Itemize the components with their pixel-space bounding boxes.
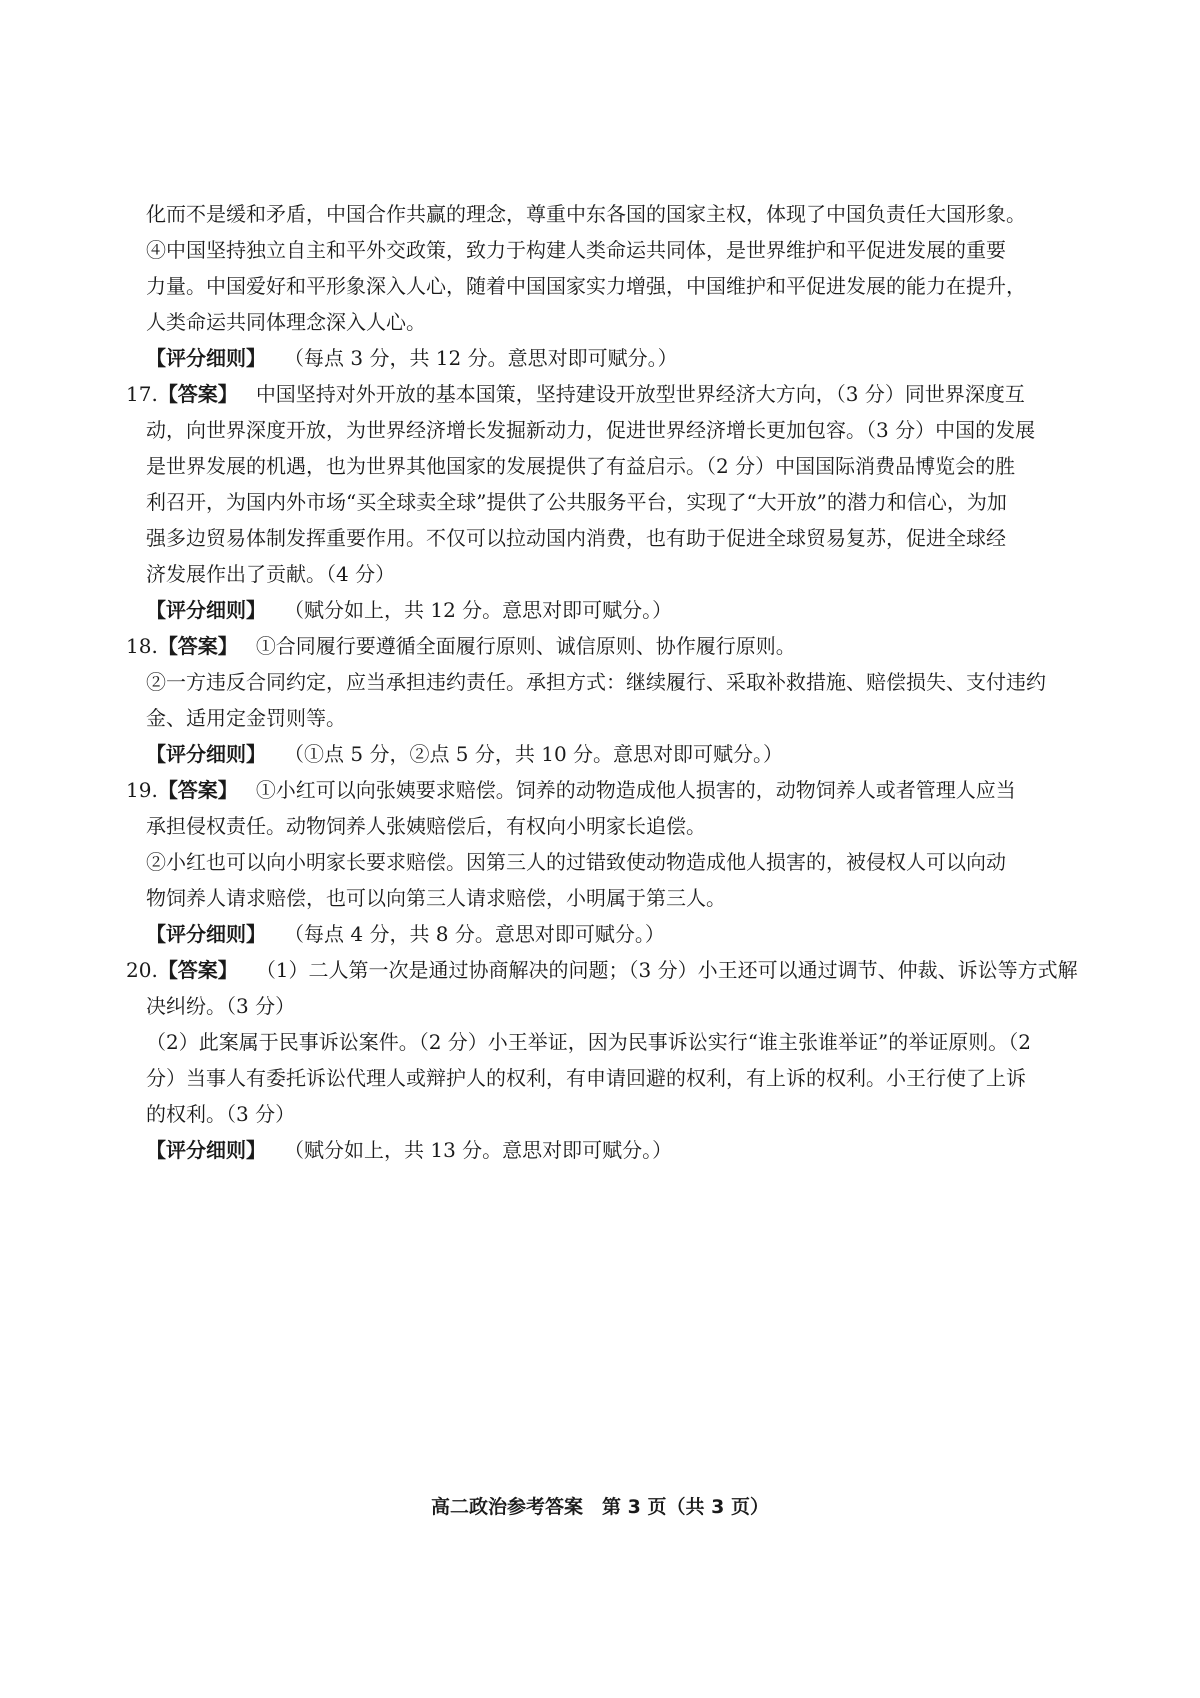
question-head <box>126 376 1086 412</box>
question-number: 20. <box>126 958 158 982</box>
rubric-line <box>146 1132 1086 1168</box>
answer-line: 利召开，为国内外市场“买全球卖全球”提供了公共服务平台，实现了“大开放”的潜力和信心，为加 <box>146 490 1007 514</box>
rubric-text: （赋分如上，共 12 分。意思对即可赋分。） <box>284 598 673 622</box>
rubric-label: 【评分细则】 <box>146 922 266 946</box>
answer-label: 【答案】 <box>157 634 238 658</box>
answer-label: 【答案】 <box>157 958 238 982</box>
rubric-label: 【评分细则】 <box>146 598 266 622</box>
question-number: 18. <box>126 634 158 658</box>
answer-line: 济发展作出了贡献。（4 分） <box>146 562 396 586</box>
answer-line: 人类命运共同体理念深入人心。 <box>146 310 426 334</box>
rubric-text: （每点 3 分，共 12 分。意思对即可赋分。） <box>284 346 678 370</box>
answer-label: 【答案】 <box>157 778 238 802</box>
question-head <box>126 952 1086 988</box>
question-number: 19. <box>126 778 158 802</box>
answer-line: 化而不是缓和矛盾，中国合作共赢的理念，尊重中东各国的国家主权，体现了中国负责任大国形象。 <box>146 202 1026 226</box>
answer-label: 【答案】 <box>157 382 238 406</box>
rubric-text: （赋分如上，共 13 分。意思对即可赋分。） <box>284 1138 673 1162</box>
rubric-line <box>146 916 1086 952</box>
answer-sheet-page <box>126 196 1086 1168</box>
answer-line: 动，向世界深度开放，为世界经济增长发掘新动力，促进世界经济增长更加包容。（3 分）中国的发展 <box>146 418 1036 442</box>
question-19 <box>126 772 1086 952</box>
question-number: 17. <box>126 382 158 406</box>
answer-line: 金、适用定金罚则等。 <box>146 706 346 730</box>
answer-line: 分）当事人有委托诉讼代理人或辩护人的权利，有申请回避的权利，有上诉的权利。小王行使了上诉 <box>146 1066 1026 1090</box>
question-head <box>126 772 1086 808</box>
rubric-label: 【评分细则】 <box>146 1138 266 1162</box>
question-18 <box>126 628 1086 772</box>
question-head <box>126 628 1086 664</box>
page-footer: 高二政治参考答案 第 3 页（共 3 页） <box>431 1496 769 1518</box>
question-17 <box>126 376 1086 628</box>
answer-line: 物饲养人请求赔偿，也可以向第三人请求赔偿，小明属于第三人。 <box>146 886 726 910</box>
answer-line: （1）二人第一次是通过协商解决的问题；（3 分）小王还可以通过调节、仲裁、诉讼等方式解 <box>255 958 1078 982</box>
continued-answer <box>146 196 1086 376</box>
answer-line: 承担侵权责任。动物饲养人张姨赔偿后，有权向小明家长追偿。 <box>146 814 706 838</box>
answer-line: ④中国坚持独立自主和平外交政策，致力于构建人类命运共同体，是世界维护和平促进发展的重要 <box>146 238 1006 262</box>
rubric-text: （每点 4 分，共 8 分。意思对即可赋分。） <box>284 922 665 946</box>
answer-line: ①小红可以向张姨要求赔偿。饲养的动物造成他人损害的，动物饲养人或者管理人应当 <box>255 778 1016 802</box>
answer-line: 力量。中国爱好和平形象深入人心，随着中国国家实力增强，中国维护和平促进发展的能力在提升， <box>146 274 1026 298</box>
answer-line: ②一方违反合同约定，应当承担违约责任。承担方式：继续履行、采取补救措施、赔偿损失、支付违约 <box>146 670 1046 694</box>
rubric-line <box>146 340 1086 376</box>
rubric-line <box>146 736 1086 772</box>
question-20 <box>126 952 1086 1168</box>
answer-line: ②小红也可以向小明家长要求赔偿。因第三人的过错致使动物造成他人损害的，被侵权人可以向动 <box>146 850 1006 874</box>
rubric-line <box>146 592 1086 628</box>
answer-line: 中国坚持对外开放的基本国策，坚持建设开放型世界经济大方向，（3 分）同世界深度互 <box>255 382 1025 406</box>
answer-line: 决纠纷。（3 分） <box>146 994 296 1018</box>
rubric-label: 【评分细则】 <box>146 346 266 370</box>
rubric-text: （①点 5 分，②点 5 分，共 10 分。意思对即可赋分。） <box>284 742 784 766</box>
rubric-label: 【评分细则】 <box>146 742 266 766</box>
answer-line: 是世界发展的机遇，也为世界其他国家的发展提供了有益启示。（2 分）中国国际消费品博览会的胜 <box>146 454 1016 478</box>
answer-line: ①合同履行要遵循全面履行原则、诚信原则、协作履行原则。 <box>255 634 796 658</box>
answer-line: （2）此案属于民事诉讼案件。（2 分）小王举证，因为民事诉讼实行“谁主张谁举证”的举证原则。（2 <box>146 1030 1031 1054</box>
answer-line: 强多边贸易体制发挥重要作用。不仅可以拉动国内消费，也有助于促进全球贸易复苏，促进全球经 <box>146 526 1006 550</box>
answer-line: 的权利。（3 分） <box>146 1102 296 1126</box>
